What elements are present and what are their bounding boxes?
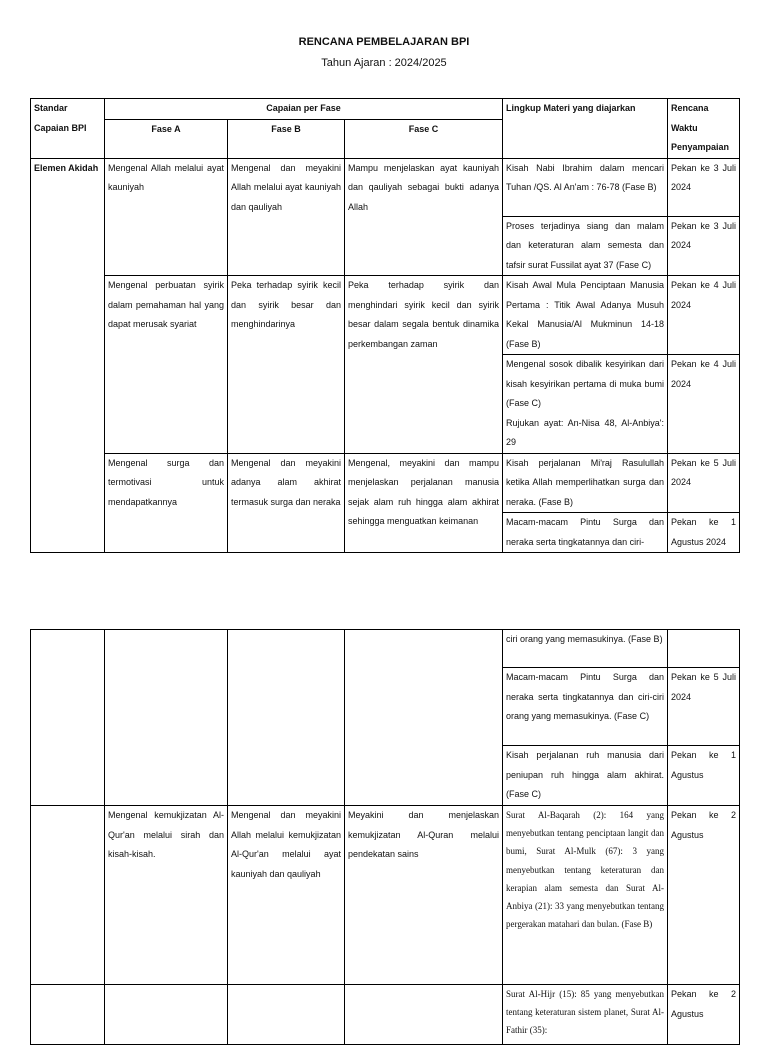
standar-cell [31, 985, 105, 1045]
fase-c-cell [345, 630, 503, 806]
table-row [31, 630, 740, 668]
fase-c-cell: Mengenal, meyakini dan mampu menjelaskan perjalanan manusia sejak alam ruh hingga alam akhirat sehingga menguatkan keimanan [345, 453, 503, 553]
fase-c-cell: Mampu menjelaskan ayat kauniyah dan qauliyah sebagai bukti adanya Allah [345, 158, 503, 276]
waktu-cell: Pekan ke 4 Juli 2024 [668, 276, 740, 355]
waktu-cell: Pekan ke 3 Juli 2024 [668, 158, 740, 216]
header-lingkup: Lingkup Materi yang diajarkan [503, 99, 668, 159]
table-row [31, 985, 740, 1045]
waktu-cell: Pekan ke 5 Juli 2024 [668, 453, 740, 513]
fase-b-cell [228, 630, 345, 806]
fase-b-cell: Peka terhadap syirik kecil dan syirik besar dan menghindarinya [228, 276, 345, 454]
fase-a-cell [105, 985, 228, 1045]
materi-cell [503, 355, 668, 454]
fase-c-cell: Meyakini dan menjelaskan kemukjizatan Al-Quran melalui pendekatan sains [345, 806, 503, 985]
materi-reference: Rujukan ayat: An-Nisa 48, Al-Anbiya': 29 [506, 417, 665, 447]
table-row [31, 806, 740, 985]
header-waktu: Rencana Waktu Penyampaian [668, 99, 740, 159]
table-row [31, 453, 740, 513]
table-row [31, 158, 740, 216]
academic-year: Tahun Ajaran : 2024/2025 [321, 57, 447, 69]
materi-text: Mengenal sosok dibalik kesyirikan dari kisah kesyirikan pertama di muka bumi (Fase C) [506, 359, 665, 408]
standar-cell [31, 806, 105, 985]
waktu-cell: Pekan ke 1 Agustus 2024 [668, 513, 740, 553]
lesson-plan-table-page-2 [30, 629, 740, 1045]
materi-cell: Surat Al-Baqarah (2): 164 yang menyebutkan tentang penciptaan langit dan bumi, Surat Al-Mulk (67): 3 yang menyebutkan tentang keteraturan dan kerapian alam semesta dan Surat Al-Anbiya (21): 33 yang menyebutkan tentang pergerakan matahari dan bulan. (Fase B) [503, 806, 668, 985]
materi-cell: Kisah perjalanan Mi'raj Rasulullah ketika Allah memperlihatkan surga dan neraka. (Fase B) [503, 453, 668, 513]
document-title: RENCANA PEMBELAJARAN BPI [298, 36, 470, 48]
waktu-cell: Pekan ke 4 Juli 2024 [668, 355, 740, 454]
materi-cell: Kisah perjalanan ruh manusia dari peniupan ruh hingga alam akhirat. (Fase C) [503, 746, 668, 806]
waktu-cell [668, 630, 740, 668]
materi-cell: Macam-macam Pintu Surga dan neraka serta tingkatannya dan ciri-ciri orang yang memasukinya. (Fase C) [503, 668, 668, 746]
waktu-cell: Pekan ke 3 Juli 2024 [668, 216, 740, 276]
materi-cell: Kisah Nabi Ibrahim dalam mencari Tuhan /QS. Al An'am : 76-78 (Fase B) [503, 158, 668, 216]
fase-c-cell [345, 985, 503, 1045]
elemen-akidah: Elemen Akidah [31, 158, 105, 553]
header-fase-b: Fase B [228, 119, 345, 158]
materi-cell: Proses terjadinya siang dan malam dan keteraturan alam semesta dan tafsir surat Fussilat ayat 37 (Fase C) [503, 216, 668, 276]
fase-b-cell: Mengenal dan meyakini adanya alam akhirat termasuk surga dan neraka [228, 453, 345, 553]
materi-cell: Kisah Awal Mula Penciptaan Manusia Pertama : Titik Awal Adanya Musuh Kekal Manusia/Al Mukminun 14-18 (Fase B) [503, 276, 668, 355]
header-fase-c: Fase C [345, 119, 503, 158]
waktu-cell: Pekan ke 5 Juli 2024 [668, 668, 740, 746]
waktu-cell: Pekan ke 2 Agustus [668, 985, 740, 1045]
standar-cell [31, 630, 105, 806]
fase-a-cell: Mengenal perbuatan syirik dalam pemahaman hal yang dapat merusak syariat [105, 276, 228, 454]
lesson-plan-table-page-1 [30, 98, 740, 553]
fase-a-cell: Mengenal Allah melalui ayat kauniyah [105, 158, 228, 276]
fase-b-cell [228, 985, 345, 1045]
fase-a-cell: Mengenal kemukjizatan Al-Qur'an melalui sirah dan kisah-kisah. [105, 806, 228, 985]
fase-b-cell: Mengenal dan meyakini Allah melalui kemukjizatan Al-Qur'an melalui ayat kauniyah dan qauliyah [228, 806, 345, 985]
header-standar: Standar Capaian BPI [31, 99, 105, 159]
materi-cell: ciri orang yang memasukinya. (Fase B) [503, 630, 668, 668]
table-row [31, 276, 740, 355]
fase-c-cell: Peka terhadap syirik dan menghindari syirik kecil dan syirik besar dalam segala bentuk dinamika perkembangan zaman [345, 276, 503, 454]
header-fase-a: Fase A [105, 119, 228, 158]
fase-a-cell [105, 630, 228, 806]
materi-cell: Surat Al-Hijr (15): 85 yang menyebutkan tentang keteraturan sistem planet, Surat Al-Fathir (35): [503, 985, 668, 1045]
header-capaian: Capaian per Fase [105, 99, 503, 120]
fase-b-cell: Mengenal dan meyakini Allah melalui ayat kauniyah dan qauliyah [228, 158, 345, 276]
waktu-cell: Pekan ke 1 Agustus [668, 746, 740, 806]
materi-cell: Macam-macam Pintu Surga dan neraka serta tingkatannya dan ciri- [503, 513, 668, 553]
waktu-cell: Pekan ke 2 Agustus [668, 806, 740, 985]
fase-a-cell: Mengenal surga dan termotivasi untuk mendapatkannya [105, 453, 228, 553]
